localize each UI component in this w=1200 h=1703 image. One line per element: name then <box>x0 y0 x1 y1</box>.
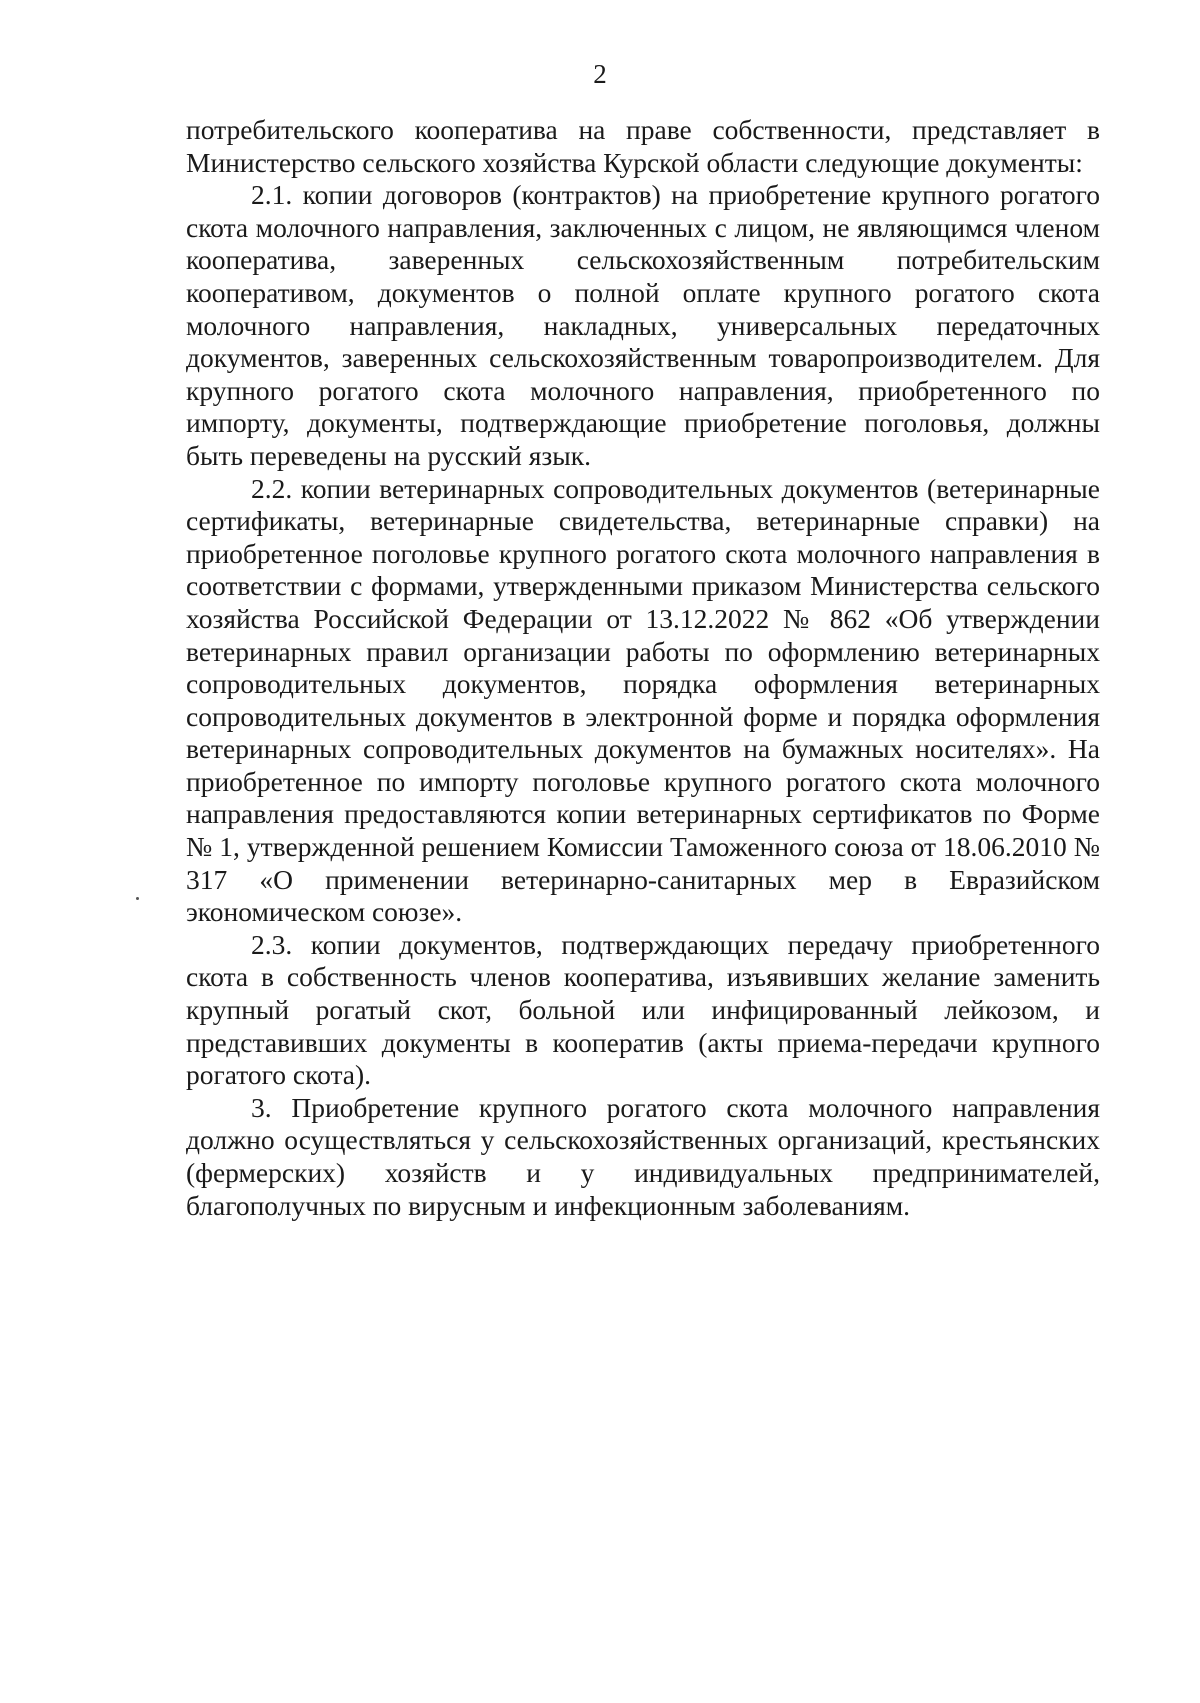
paragraph-intro: потребительского кооператива на праве собственности, представляет в Министерство сельского хозяйства Курской области следующие документы: <box>186 114 1100 178</box>
scan-speck <box>136 897 139 900</box>
paragraph-item-2-3: 2.3. копии документов, подтверждающих передачу приобретенного скота в собственность членов кооператива, изъявивших желание заменить крупный рогатый скот, больной или инфицированный лейкозом, и представивших документы в кооператив (акты приема-передачи крупного рогатого скота). <box>186 928 1100 1091</box>
document-body <box>186 114 1100 1222</box>
paragraph-item-2-1: 2.1. копии договоров (контрактов) на приобретение крупного рогатого скота молочного направления, заключенных с лицом, не являющимся членом кооператива, заверенных сельскохозяйственным потребительским кооперативом, документов о полной оплате крупного рогатого скота молочного направления, накладных, универсальных передаточных документов, заверенных сельскохозяйственным товаропроизводителем. Для крупного рогатого скота молочного направления, приобретенного по импорту, документы, подтверждающие приобретение поголовья, должны быть переведены на русский язык. <box>186 179 1100 471</box>
paragraph-item-3: 3. Приобретение крупного рогатого скота молочного направления должно осуществляться у сельскохозяйственных организаций, крестьянских (фермерских) хозяйств и у индивидуальных предпринимателей, благополучных по вирусным и инфекционным заболеваниям. <box>186 1091 1100 1221</box>
paragraph-item-2-2: 2.2. копии ветеринарных сопроводительных документов (ветеринарные сертификаты, ветеринарные свидетельства, ветеринарные справки) на приобретенное поголовье крупного рогатого скота молочного направления в соответствии с формами, утвержденными приказом Министерства сельского хозяйства Российской Федерации от 13.12.2022 № 862 «Об утверждении ветеринарных правил организации работы по оформлению ветеринарных сопроводительных документов, порядка оформления ветеринарных сопроводительных документов в электронной форме и порядка оформления ветеринарных сопроводительных документов на бумажных носителях». На приобретенное по импорту поголовье крупного рогатого скота молочного направления предоставляются копии ветеринарных сертификатов по Форме № 1, утвержденной решением Комиссии Таможенного союза от 18.06.2010 № 317 «О применении ветеринарно-санитарных мер в Евразийском экономическом союзе». <box>186 472 1100 928</box>
page-number: 2 <box>593 59 607 89</box>
